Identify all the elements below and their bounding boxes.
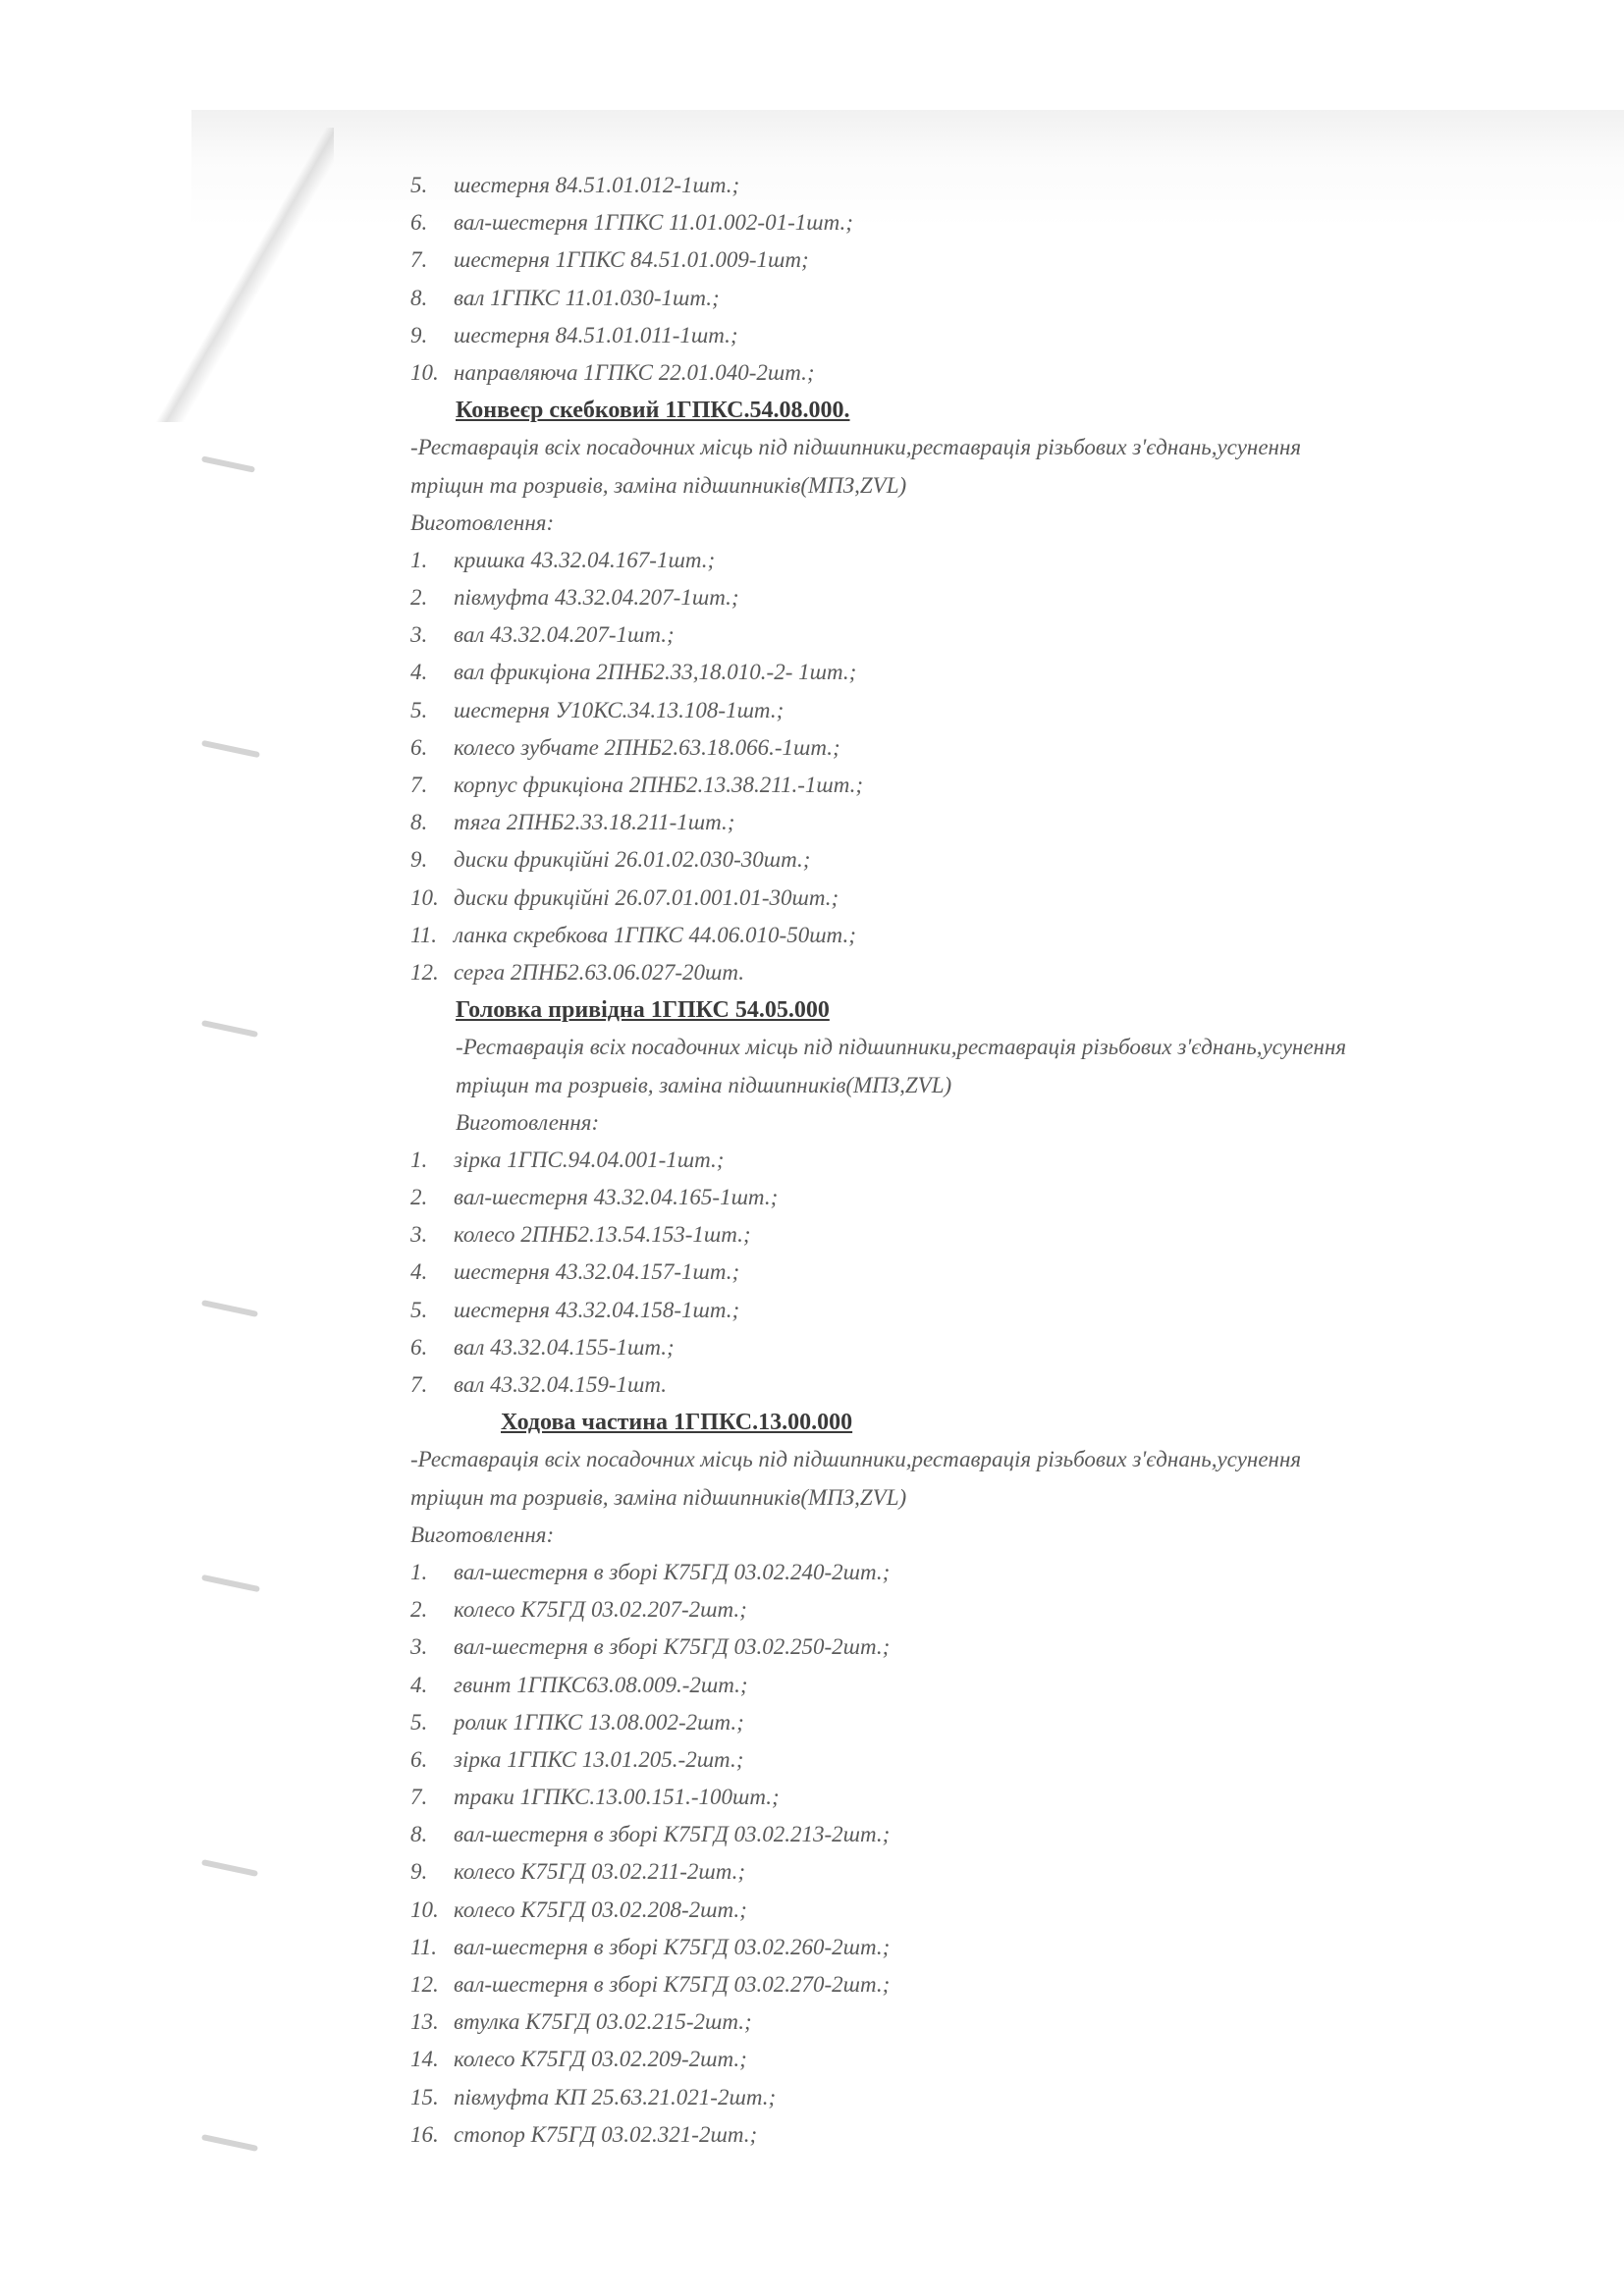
list-item [410,1929,1589,1966]
list-item [410,804,1589,841]
item-number: 5. [410,173,428,197]
item-number: 7. [410,773,428,797]
section-description: -Реставрація всіх посадочних місць під підшипники,реставрація різьбових з'єднань,усунення [410,435,1302,460]
item-number: 6. [410,1746,428,1772]
document-content [410,167,1589,2154]
list-item [410,280,1589,317]
list-item [410,917,1589,954]
item-number: 10. [410,359,439,385]
item-text: колесо К75ГД 03.02.207-2шт.; [454,1597,747,1623]
list-item [410,1366,1589,1404]
list-item [410,204,1589,241]
item-number: 6. [410,734,428,760]
item-number: 14. [410,2047,439,2072]
item-number: 10. [410,1896,439,1922]
list-item [410,1853,1589,1891]
item-text: втулка К75ГД 03.02.215-2шт.; [454,2009,752,2035]
list-item [410,1591,1589,1629]
item-number: 3. [410,1634,428,1660]
item-text: зірка 1ГПКС 13.01.205.-2шт.; [454,1746,744,1772]
item-text: вал 43.32.04.155-1шт.; [454,1334,675,1360]
list-item [410,1554,1589,1591]
list-item [410,1816,1589,1853]
item-text: диски фрикційні 26.07.01.001.01-30шт.; [454,884,839,910]
section-heading: Конвеєр скебковий 1ГПКС.54.08.000. [456,398,850,424]
item-number: 5. [410,1709,428,1735]
list-item [410,767,1589,804]
section-description: тріщин та розривів, заміна підшипників(МПЗ,ZVL) [410,1484,907,1510]
item-text: серга 2ПНБ2.63.06.027-20шт. [454,959,745,985]
list-item [410,1329,1589,1366]
list-item [410,954,1589,991]
list-item [410,692,1589,729]
list-item [410,1629,1589,1666]
item-number: 1. [410,1559,428,1584]
list-item [410,616,1589,654]
item-number: 15. [410,2084,439,2109]
item-text: вал-шестерня в зборі К75ГД 03.02.240-2шт.; [454,1559,891,1584]
item-text: шестерня 84.51.01.011-1шт.; [454,322,738,347]
item-number: 4. [410,660,428,685]
manufacturing-label: Виготовлення: [410,1522,555,1547]
item-number: 5. [410,697,428,722]
item-text: вал-шестерня в зборі К75ГД 03.02.260-2шт.; [454,1934,891,1959]
list-item [410,241,1589,279]
list-item [410,2079,1589,2116]
section-description: тріщин та розривів, заміна підшипників(МПЗ,ZVL) [456,1072,952,1097]
item-number: 7. [410,1785,428,1810]
list-item [410,1892,1589,1929]
list-item [410,579,1589,616]
item-text: колесо К75ГД 03.02.208-2шт.; [454,1896,747,1922]
item-text: вал 43.32.04.207-1шт.; [454,622,675,648]
list-item [410,167,1589,204]
item-text: шестерня 43.32.04.158-1шт.; [454,1297,740,1322]
list-item [410,841,1589,879]
item-number: 7. [410,247,428,273]
item-text: шестерня 84.51.01.012-1шт.; [454,173,740,197]
item-number: 7. [410,1372,428,1397]
section-description: -Реставрація всіх посадочних місць під підшипники,реставрація різьбових з'єднань,усунення [456,1035,1347,1060]
item-number: 9. [410,1859,428,1885]
list-item [410,1292,1589,1329]
item-text: шестерня У10КС.34.13.108-1шт.; [454,697,785,722]
item-text: півмуфта 43.32.04.207-1шт.; [454,585,739,611]
list-item [410,1741,1589,1779]
item-number: 16. [410,2121,439,2147]
manufacturing-label: Виготовлення: [410,509,555,535]
item-number: 9. [410,847,428,873]
item-text: вал-шестерня 1ГПКС 11.01.002-01-1шт.; [454,210,853,236]
item-text: вал 1ГПКС 11.01.030-1шт.; [454,285,720,310]
item-number: 4. [410,1259,428,1285]
list-item [410,2041,1589,2078]
item-text: вал-шестерня 43.32.04.165-1шт.; [454,1185,779,1210]
list-item [410,1667,1589,1704]
item-number: 2. [410,585,428,611]
list-item [410,1216,1589,1254]
item-text: стопор К75ГД 03.02.321-2шт.; [454,2121,758,2147]
item-number: 1. [410,1147,428,1172]
item-number: 10. [410,884,439,910]
item-text: вал-шестерня в зборі К75ГД 03.02.270-2шт.; [454,1972,891,1997]
list-item [410,1179,1589,1216]
item-number: 11. [410,922,438,947]
list-item [410,542,1589,579]
item-text: шестерня 43.32.04.157-1шт.; [454,1259,740,1285]
item-text: ланка скребкова 1ГПКС 44.06.010-50шт.; [454,922,856,947]
item-number: 9. [410,322,428,347]
item-text: кришка 43.32.04.167-1шт.; [454,547,716,572]
manufacturing-label: Виготовлення: [456,1109,600,1135]
list-item [410,654,1589,691]
section-heading: Головка привідна 1ГПКС 54.05.000 [456,997,830,1024]
item-text: вал фрикціона 2ПНБ2.33,18.010.-2- 1шт.; [454,660,857,685]
item-text: ролик 1ГПКС 13.08.002-2шт.; [454,1709,744,1735]
item-number: 6. [410,1334,428,1360]
section-description: -Реставрація всіх посадочних місць під підшипники,реставрація різьбових з'єднань,усунення [410,1447,1302,1472]
item-number: 1. [410,547,428,572]
item-text: гвинт 1ГПКС63.08.009.-2шт.; [454,1672,748,1697]
list-item [410,1254,1589,1291]
list-item [410,354,1589,392]
item-text: зірка 1ГПС.94.04.001-1шт.; [454,1147,725,1172]
item-text: вал 43.32.04.159-1шт. [454,1372,668,1397]
item-number: 5. [410,1297,428,1322]
item-number: 13. [410,2009,439,2035]
item-text: колесо 2ПНБ2.13.54.153-1шт.; [454,1222,751,1248]
list-item [410,1704,1589,1741]
item-number: 2. [410,1597,428,1623]
item-number: 3. [410,622,428,648]
list-item [410,729,1589,767]
item-text: колесо зубчате 2ПНБ2.63.18.066.-1шт.; [454,734,840,760]
list-item [410,317,1589,354]
item-text: шестерня 1ГПКС 84.51.01.009-1шт; [454,247,809,273]
section-heading: Ходова частина 1ГПКС.13.00.000 [501,1410,853,1436]
item-number: 11. [410,1934,438,1959]
item-number: 12. [410,1972,439,1997]
item-text: вал-шестерня в зборі К75ГД 03.02.250-2шт.; [454,1634,891,1660]
item-number: 3. [410,1222,428,1248]
item-text: тяга 2ПНБ2.33.18.211-1шт.; [454,810,735,835]
section-description: тріщин та розривів, заміна підшипників(МПЗ,ZVL) [410,472,907,498]
item-number: 6. [410,210,428,236]
item-text: колесо К75ГД 03.02.211-2шт.; [454,1859,746,1885]
item-number: 12. [410,959,439,985]
list-item [410,2116,1589,2154]
item-number: 8. [410,1822,428,1847]
item-text: півмуфта КП 25.63.21.021-2шт.; [454,2084,777,2109]
list-item [410,1779,1589,1816]
item-text: направляюча 1ГПКС 22.01.040-2шт.; [454,359,815,385]
item-text: колесо К75ГД 03.02.209-2шт.; [454,2047,747,2072]
item-number: 2. [410,1185,428,1210]
item-number: 4. [410,1672,428,1697]
list-item [410,2003,1589,2041]
list-item [410,1142,1589,1179]
item-text: корпус фрикціона 2ПНБ2.13.38.211.-1шт.; [454,773,864,797]
item-number: 8. [410,810,428,835]
item-text: траки 1ГПКС.13.00.151.-100шт.; [454,1785,780,1810]
item-number: 8. [410,285,428,310]
list-item [410,1966,1589,2003]
item-text: диски фрикційні 26.01.02.030-30шт.; [454,847,811,873]
list-item [410,880,1589,917]
item-text: вал-шестерня в зборі К75ГД 03.02.213-2шт.; [454,1822,891,1847]
